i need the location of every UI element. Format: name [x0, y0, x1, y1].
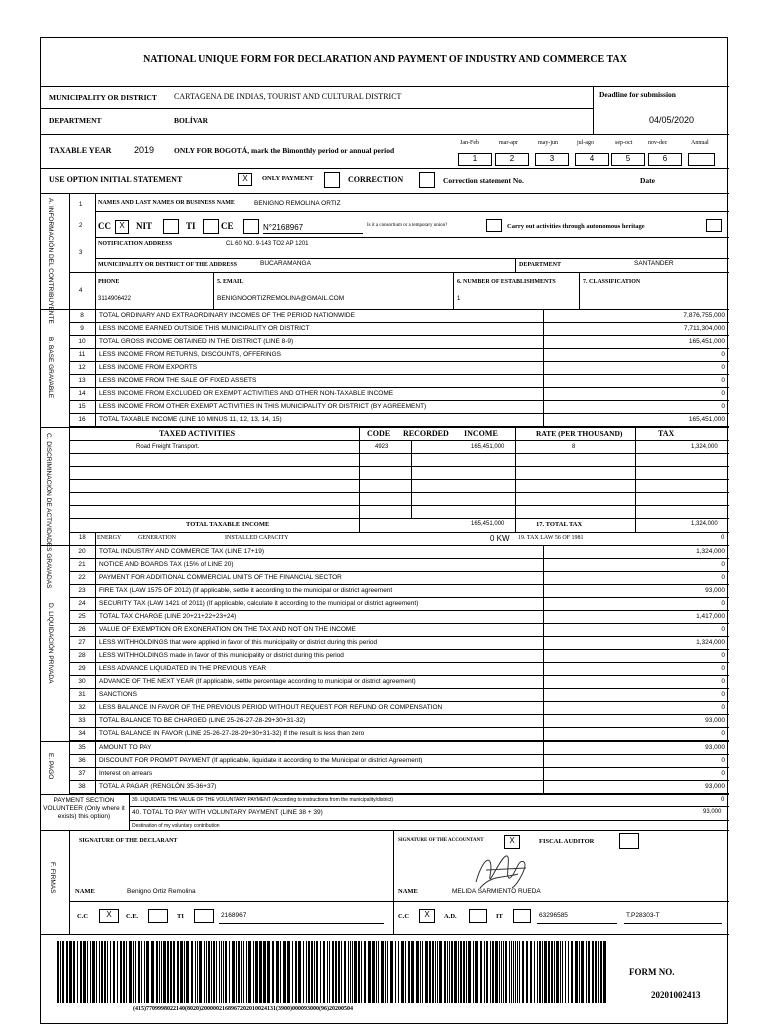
row-18-num: 18	[79, 535, 86, 541]
line-label: LESS INCOME EARNED OUTSIDE THIS MUNICIPALITY OR DISTRICT	[99, 325, 310, 332]
cc-mark: X	[119, 221, 125, 230]
line-value: 0	[721, 561, 725, 568]
line-label: LESS INCOME FROM THE SALE OF FIXED ASSETS	[99, 377, 257, 384]
line-number: 23	[78, 587, 86, 594]
line-value: 93,000	[705, 717, 725, 724]
line-label: DISCOUNT FOR PROMPT PAYMENT (If applicable, liquidate it according to the Municipal or district Agreement)	[99, 757, 423, 764]
line-label: VALUE OF EXEMPTION OR EXONERATION ON THE TAX AND NOT ON THE INCOME	[99, 626, 356, 633]
accountant-name-label: NAME	[398, 888, 418, 895]
line-number: 26	[78, 626, 86, 633]
activity-tax: 1,324,000	[691, 444, 718, 450]
correction-statement-label: Correction statement No.	[443, 176, 524, 185]
declarant-ti-label: TI	[177, 913, 184, 920]
tax-law-label: 19. TAX LAW 56 OF 1981	[518, 535, 584, 541]
line-value: 0	[721, 678, 725, 685]
establishments-label: 6. NUMBER OF ESTABLISHMENTS	[457, 279, 556, 285]
line-label: TOTAL GROSS INCOME OBTAINED IN THE DISTRICT (LINE 8-9)	[99, 338, 294, 345]
b-row-10	[69, 336, 729, 349]
col-income: INCOME	[464, 429, 498, 438]
line-number: 24	[78, 600, 86, 607]
correction-label: CORRECTION	[348, 175, 404, 184]
d-row-27	[69, 637, 729, 650]
activity-income: 165,451,000	[471, 444, 505, 450]
period-box-3[interactable]	[535, 153, 569, 166]
deadline-value: 04/05/2020	[649, 115, 695, 125]
b-row-11	[69, 349, 729, 362]
destination-label: Destination of my voluntary contribution	[132, 823, 220, 829]
dept-value: SANTANDER	[634, 260, 674, 267]
generation-label: GENERATION	[138, 535, 176, 541]
initial-mark: X	[242, 174, 248, 183]
declarant-ce-label: C.E.	[126, 913, 139, 920]
declarant-cc-label: C.C	[77, 913, 89, 920]
bogota-note: ONLY FOR BOGOTÁ, mark the Bimonthly period or annual period	[174, 146, 395, 155]
period-label-6: nov-dec	[648, 140, 668, 146]
line-label: LESS INCOME FROM RETURNS, DISCOUNTS, OFFERINGS	[99, 351, 282, 358]
declarant-id: 2168967	[221, 912, 247, 919]
nit-checkbox[interactable]	[163, 219, 179, 234]
section-e-label: E. PAGO	[47, 752, 54, 780]
activity-code: 4923	[375, 444, 389, 450]
date-label: Date	[640, 176, 655, 185]
nit-label: NIT	[136, 221, 153, 231]
line-number: 31	[78, 691, 86, 698]
establishments-value: 1	[457, 296, 461, 302]
period-label-3: may-jun	[538, 140, 558, 146]
accountant-ad-label: A.D.	[444, 913, 457, 920]
period-label-1: Jan-Feb	[460, 140, 479, 146]
line-value: 0	[721, 730, 725, 737]
declarant-name: Benigno Ortiz Remolina	[127, 888, 196, 895]
barcode	[57, 941, 609, 1003]
row-39-label: 39. LIQUIDATE THE VALUE OF THE VOLUNTARY PAYMENT (According to instructions from the municipality/district)	[132, 797, 394, 803]
a-row-1-num: 1	[79, 202, 83, 208]
fiscal-auditor-checkbox[interactable]	[619, 833, 639, 849]
line-number: 36	[78, 757, 86, 764]
line-number: 35	[78, 744, 86, 751]
line-value: 0	[721, 665, 725, 672]
d-row-26	[69, 624, 729, 637]
line-value: 0	[721, 626, 725, 633]
period-label-5: sep-oct	[615, 140, 633, 146]
total-tax-value: 1,324,000	[691, 521, 718, 527]
line-number: 9	[80, 325, 84, 332]
line-number: 30	[78, 678, 86, 685]
accountant-id: 63296585	[539, 912, 568, 919]
line-number: 22	[78, 574, 86, 581]
barcode-text: (415)7709998022140(8020)2000002168967202010024131(3900)000093000(96)20200504	[133, 1006, 353, 1012]
capacity-label: INSTALLED CAPACITY	[225, 535, 289, 541]
line-value: 0	[721, 403, 725, 410]
line-number: 10	[78, 338, 86, 345]
accountant-cc-mark: X	[424, 910, 430, 919]
line-value: 93,000	[705, 783, 725, 790]
activity-rate: 8	[572, 444, 576, 450]
line-value: 93,000	[705, 744, 725, 751]
line-number: 25	[78, 613, 86, 620]
line-label: LESS WITHHOLDINGS that were applied in favor of this municipality or district during this period	[99, 639, 378, 646]
accountant-ad-checkbox[interactable]	[469, 909, 487, 923]
b-row-8	[69, 310, 729, 323]
line-number: 37	[78, 770, 86, 777]
declarant-cc-checkbox[interactable]	[99, 909, 119, 923]
line-label: ADVANCE OF THE NEXT YEAR (If applicable, settle percentage according to municipal or district agreement)	[99, 678, 416, 685]
line-value: 1,324,000	[696, 548, 725, 555]
period-label-4: jul-ago	[577, 140, 594, 146]
line-value: 7,876,755,000	[683, 312, 725, 319]
total-tax-label: 17. TOTAL TAX	[536, 521, 583, 528]
section-b-label: B. BASE GRAVABLE	[47, 337, 54, 399]
accountant-name: MELIDA SARMIENTO RUEDA	[452, 888, 541, 895]
department-value: BOLÍVAR	[174, 116, 209, 125]
period-box-5[interactable]	[611, 153, 645, 166]
period-box-1[interactable]	[458, 153, 492, 166]
line-number: 13	[78, 377, 86, 384]
correction-checkbox[interactable]	[419, 172, 435, 188]
line-number: 34	[78, 730, 86, 737]
line-number: 20	[78, 548, 86, 555]
b-row-12	[69, 362, 729, 375]
muni-address-label: MUNICIPALITY OR DISTRICT OF THE ADDRESS	[98, 262, 238, 268]
period-box-4[interactable]	[575, 153, 609, 166]
classification-label: 7. CLASSIFICATION	[583, 279, 641, 285]
accountant-cc-label: C.C	[398, 913, 410, 920]
annual-box[interactable]	[688, 153, 715, 166]
line-label: LESS INCOME FROM EXPORTS	[99, 364, 198, 371]
line-label: FIRE TAX (LAW 1575 OF 2012) (If applicable, settle it according to the municipal or district agreement	[99, 587, 393, 594]
municipality-value: CARTAGENA DE INDIAS, TOURIST AND CULTURAL DISTRICT	[174, 92, 402, 101]
declarant-signature-label: SIGNATURE OF THE DECLARANT	[79, 838, 178, 844]
line-value: 0	[721, 704, 725, 711]
e-row-35	[69, 742, 729, 755]
muni-address-value: BUCARAMANGA	[260, 260, 311, 267]
e-row-36	[69, 755, 729, 768]
period-box-6[interactable]	[648, 153, 682, 166]
line-label: TOTAL ORDINARY AND EXTRAORDINARY INCOMES OF THE PERIOD NATIONWIDE	[99, 312, 355, 319]
line-number: 38	[78, 783, 86, 790]
ce-label: CE	[221, 221, 234, 231]
address-label: NOTIFICATION ADDRESS	[98, 241, 173, 247]
section-f-label: F. FIRMAS	[49, 862, 56, 894]
line-value: 0	[721, 691, 725, 698]
energy-label: ENERGY	[97, 535, 122, 541]
line-number: 11	[78, 351, 86, 358]
period-num-5: 5	[625, 154, 631, 163]
line-number: 15	[78, 403, 86, 410]
col-code: CODE	[367, 429, 391, 438]
total-taxable-income-label: TOTAL TAXABLE INCOME	[186, 521, 270, 528]
d-row-33	[69, 715, 729, 728]
a-row-2-num: 2	[79, 223, 83, 229]
line-number: 12	[78, 364, 86, 371]
line-value: 165,451,000	[688, 338, 725, 345]
line-label: LESS WITHHOLDINGS made in favor of this municipality or district during this period	[99, 652, 344, 659]
d-row-23	[69, 585, 729, 598]
b-row-13	[69, 375, 729, 388]
line-value: 0	[721, 364, 725, 371]
line-number: 14	[78, 390, 86, 397]
col-rate: RATE (PER THOUSAND)	[536, 429, 623, 438]
line-label: TOTAL TAXABLE INCOME (LINE 10 MINUS 11, 12, 13, 14, 15)	[99, 416, 282, 423]
line-number: 29	[78, 665, 86, 672]
line-value: 0	[721, 351, 725, 358]
line-value: 165,451,000	[688, 416, 725, 423]
line-label: AMOUNT TO PAY	[99, 744, 152, 751]
row-40-value: 93,000	[703, 809, 722, 815]
line-label: SANCTIONS	[99, 691, 137, 698]
declarant-name-label: NAME	[75, 888, 95, 895]
period-box-2[interactable]	[495, 153, 529, 166]
d-row-24	[69, 598, 729, 611]
line-number: 16	[78, 416, 86, 423]
ti-label: TI	[186, 221, 196, 231]
line-value: 0	[721, 770, 725, 777]
line-value: 0	[721, 652, 725, 659]
line-value: 0	[721, 390, 725, 397]
dept-label: DEPARTMENT	[519, 262, 562, 268]
ce-checkbox[interactable]	[243, 219, 259, 234]
cc-checkbox[interactable]	[115, 220, 129, 234]
autonomous-label: Carry out activities through autonomous heritage	[507, 223, 645, 230]
accountant-signature-label: SIGNATURE OF THE ACCOUNTANT	[398, 838, 484, 843]
e-row-38	[69, 781, 729, 794]
line-number: 8	[80, 312, 84, 319]
a-row-3-num: 3	[79, 250, 83, 256]
period-num-3: 3	[549, 154, 555, 163]
names-label: NAMES AND LAST NAMES OR BUSINESS NAME	[98, 200, 235, 206]
line-label: LESS INCOME FROM EXCLUDED OR EXEMPT ACTIVITIES AND OTHER NON-TAXABLE INCOME	[99, 390, 394, 397]
names-value: BENIGNO REMOLINA ORTIZ	[254, 200, 341, 207]
accountant-cc-checkbox[interactable]	[419, 909, 435, 923]
line-label: LESS ADVANCE LIQUIDATED IN THE PREVIOUS YEAR	[99, 665, 267, 672]
line-label: TOTAL A PAGAR (RENGLÓN 35-36+37)	[99, 783, 217, 790]
line-label: TOTAL BALANCE TO BE CHARGED (LINE 25-26-27-28-29+30+31-32)	[99, 717, 306, 724]
col-recorded: RECORDED	[403, 429, 449, 438]
line-number: 27	[78, 639, 86, 646]
total-taxable-income-value: 165,451,000	[471, 521, 505, 527]
form-no-value: 20201002413	[651, 990, 701, 1000]
declarant-cc-mark: X	[106, 910, 112, 919]
b-row-9	[69, 323, 729, 336]
taxable-year-label: TAXABLE YEAR	[49, 146, 112, 155]
department-label: DEPARTMENT	[49, 116, 102, 125]
declarant-ti-checkbox[interactable]	[194, 909, 214, 923]
consortium-checkbox[interactable]	[486, 219, 502, 232]
line-number: 32	[78, 704, 86, 711]
d-row-32	[69, 702, 729, 715]
accountant-it-label: IT	[496, 913, 503, 920]
period-label-2: mar-apr	[499, 140, 518, 146]
row-40-label: 40. TOTAL TO PAY WITH VOLUNTARY PAYMENT (LINE 38 + 39)	[132, 809, 323, 816]
ti-checkbox[interactable]	[203, 219, 219, 234]
row-39-value: 0	[721, 797, 725, 803]
activity-name: Road Freight Transport.	[136, 444, 200, 450]
professional-card: T.P28303-T	[626, 912, 660, 919]
form-title: NATIONAL UNIQUE FORM FOR DECLARATION AND PAYMENT OF INDUSTRY AND COMMERCE TAX	[143, 54, 627, 65]
e-row-37	[69, 768, 729, 781]
voluntary-label: PAYMENT SECTION VOLUNTEER (Only where it exists) this option)	[43, 797, 125, 820]
a-row-4-num: 4	[79, 288, 83, 294]
deadline-label: Deadline for submission	[599, 90, 676, 99]
line-label: Interest on arrears	[99, 770, 153, 777]
only-payment-checkbox[interactable]	[324, 172, 340, 188]
autonomous-checkbox[interactable]	[706, 219, 722, 232]
only-payment-label: ONLY PAYMENT	[262, 175, 314, 182]
capacity-value: 0 KW	[490, 534, 510, 543]
form-no-label: FORM NO.	[629, 967, 675, 977]
section-a-label: A. INFORMACIÓN DEL CONTRIBUYENTE	[47, 198, 54, 324]
d-row-29	[69, 663, 729, 676]
line-value: 0	[721, 574, 725, 581]
line-label: LESS BALANCE IN FAVOR OF THE PREVIOUS PERIOD WITHOUT REQUEST FOR REFUND OR COMPENSATION	[99, 704, 443, 711]
line-label: SECURITY TAX (LAW 1421 of 2011) (If applicable, calculate it according to the municipal or district agreement)	[99, 600, 419, 607]
taxable-year-value: 2019	[134, 145, 155, 155]
line-number: 28	[78, 652, 86, 659]
line-label: TOTAL TAX CHARGE (LINE 20+21+22+23+24)	[99, 613, 237, 620]
id-number: N°2168967	[263, 223, 304, 232]
line-value: 0	[721, 600, 725, 607]
line-label: TOTAL BALANCE IN FAVOR (LINE 25-26-27-28-29+30+31-32) If the result is less than zero	[99, 730, 365, 737]
period-num-4: 4	[589, 154, 595, 163]
section-d-label: D. LIQUIDACIÓN PRIVADA	[47, 602, 54, 684]
email-value: BENIGNOORTIZREMOLINA@GMAIL.COM	[217, 295, 345, 302]
col-tax: TAX	[658, 429, 675, 438]
accountant-signature	[466, 844, 536, 894]
b-row-15	[69, 401, 729, 414]
municipality-label: MUNICIPALITY OR DISTRICT	[49, 93, 157, 102]
d-row-22	[69, 572, 729, 585]
b-row-16	[69, 414, 729, 427]
consortium-label: Is it a consortium or a temporary union?	[367, 223, 448, 228]
period-num-2: 2	[509, 154, 515, 163]
accountant-it-checkbox[interactable]	[513, 909, 531, 923]
line-label: PAYMENT FOR ADDITIONAL COMMERCIAL UNITS OF THE FINANCIAL SECTOR	[99, 574, 342, 581]
tax-form	[40, 37, 728, 1024]
d-row-21	[69, 559, 729, 572]
line-value: 1,417,000	[696, 613, 725, 620]
line-value: 0	[721, 757, 725, 764]
d-row-20	[69, 546, 729, 559]
line-value: 1,324,000	[696, 639, 725, 646]
d-row-34	[69, 728, 729, 741]
d-row-30	[69, 676, 729, 689]
section-c-label: C. DISCRIMINACIÓN DE ACTIVIDADES GRAVADAS	[45, 433, 52, 589]
b-row-14	[69, 388, 729, 401]
line-value: 7,711,304,000	[683, 325, 725, 332]
line-number: 33	[78, 717, 86, 724]
d-row-25	[69, 611, 729, 624]
declarant-ce-checkbox[interactable]	[148, 909, 168, 923]
d-row-28	[69, 650, 729, 663]
phone-value: 3114906422	[98, 296, 131, 302]
line-number: 21	[78, 561, 86, 568]
line-label: LESS INCOME FROM OTHER EXEMPT ACTIVITIES IN THIS MUNICIPALITY OR DISTRICT (BY AGREEMENT)	[99, 403, 427, 410]
phone-label: PHONE	[98, 279, 120, 285]
line-value: 93,000	[705, 587, 725, 594]
email-label: 5. EMAIL	[217, 279, 244, 285]
col-taxed-activities: TAXED ACTIVITIES	[159, 429, 236, 438]
period-num-6: 6	[662, 154, 668, 163]
initial-statement-checkbox[interactable]	[238, 173, 252, 186]
line-label: TOTAL INDUSTRY AND COMMERCE TAX (LINE 17+19)	[99, 548, 265, 555]
address-value: CL 60 NO. 9-143 TO2 AP 1201	[226, 241, 309, 247]
annual-label: Annual	[691, 140, 709, 146]
accountant-mark: X	[509, 836, 515, 845]
line-label: NOTICE AND BOARDS TAX (15% of LINE 20)	[99, 561, 234, 568]
cc-label: CC	[98, 221, 111, 231]
line-value: 0	[721, 377, 725, 384]
use-option-label: USE OPTION INITIAL STATEMENT	[49, 175, 183, 184]
tax-law-value: 0	[721, 535, 725, 541]
period-num-1: 1	[472, 154, 478, 163]
d-row-31	[69, 689, 729, 702]
fiscal-auditor-label: FISCAL AUDITOR	[539, 838, 595, 845]
